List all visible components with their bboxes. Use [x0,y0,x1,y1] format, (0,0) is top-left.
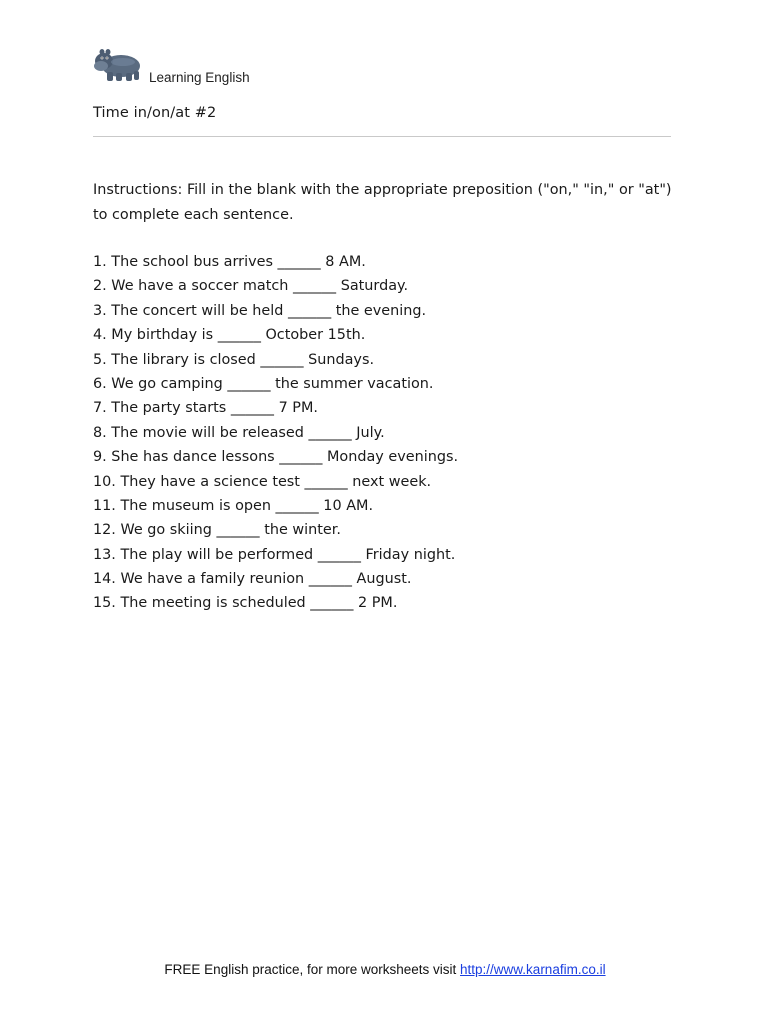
question-item: 1. The school bus arrives ______ 8 AM. [93,254,366,270]
question-item: 3. The concert will be held ______ the evening. [93,302,427,319]
brand-name: Learning English [149,70,250,85]
question-item: 7. The party starts ______ 7 PM. [93,400,318,417]
question-list [93,250,673,616]
footer-text: FREE English practice, for more worksheets visit [164,962,461,977]
question-item: 10. They have a science test ______ next week. [93,473,432,490]
divider [93,136,671,137]
hippo-icon [93,44,143,84]
question-item: 11. The museum is open ______ 10 AM. [93,497,374,514]
question-item: 12. We go skiing ______ the winter. [93,522,341,539]
question-item: 15. The meeting is scheduled ______ 2 PM. [93,595,398,612]
footer [0,962,770,977]
worksheet-title: Time in/on/at #2 [93,105,217,121]
question-item: 9. She has dance lessons ______ Monday evenings. [93,449,459,466]
footer-link[interactable]: http://www.karnafim.co.il [460,962,606,977]
header [93,44,393,86]
question-item: 13. The play will be performed ______ Friday night. [93,546,456,563]
instructions-label: Instructions [93,182,178,198]
question-item: 14. We have a family reunion ______ August. [93,571,412,588]
question-item: 8. The movie will be released ______ July. [93,424,385,441]
question-item: 4. My birthday is ______ October 15th. [93,327,366,344]
instructions-text: : Fill in the blank with the appropriate preposition ("on," "in," or "at") to complete each sentence. [93,182,672,223]
instructions [93,178,673,227]
question-item: 6. We go camping ______ the summer vacation. [93,375,434,392]
question-item: 5. The library is closed ______ Sundays. [93,351,375,368]
question-item: 2. We have a soccer match ______ Saturday. [93,278,409,295]
